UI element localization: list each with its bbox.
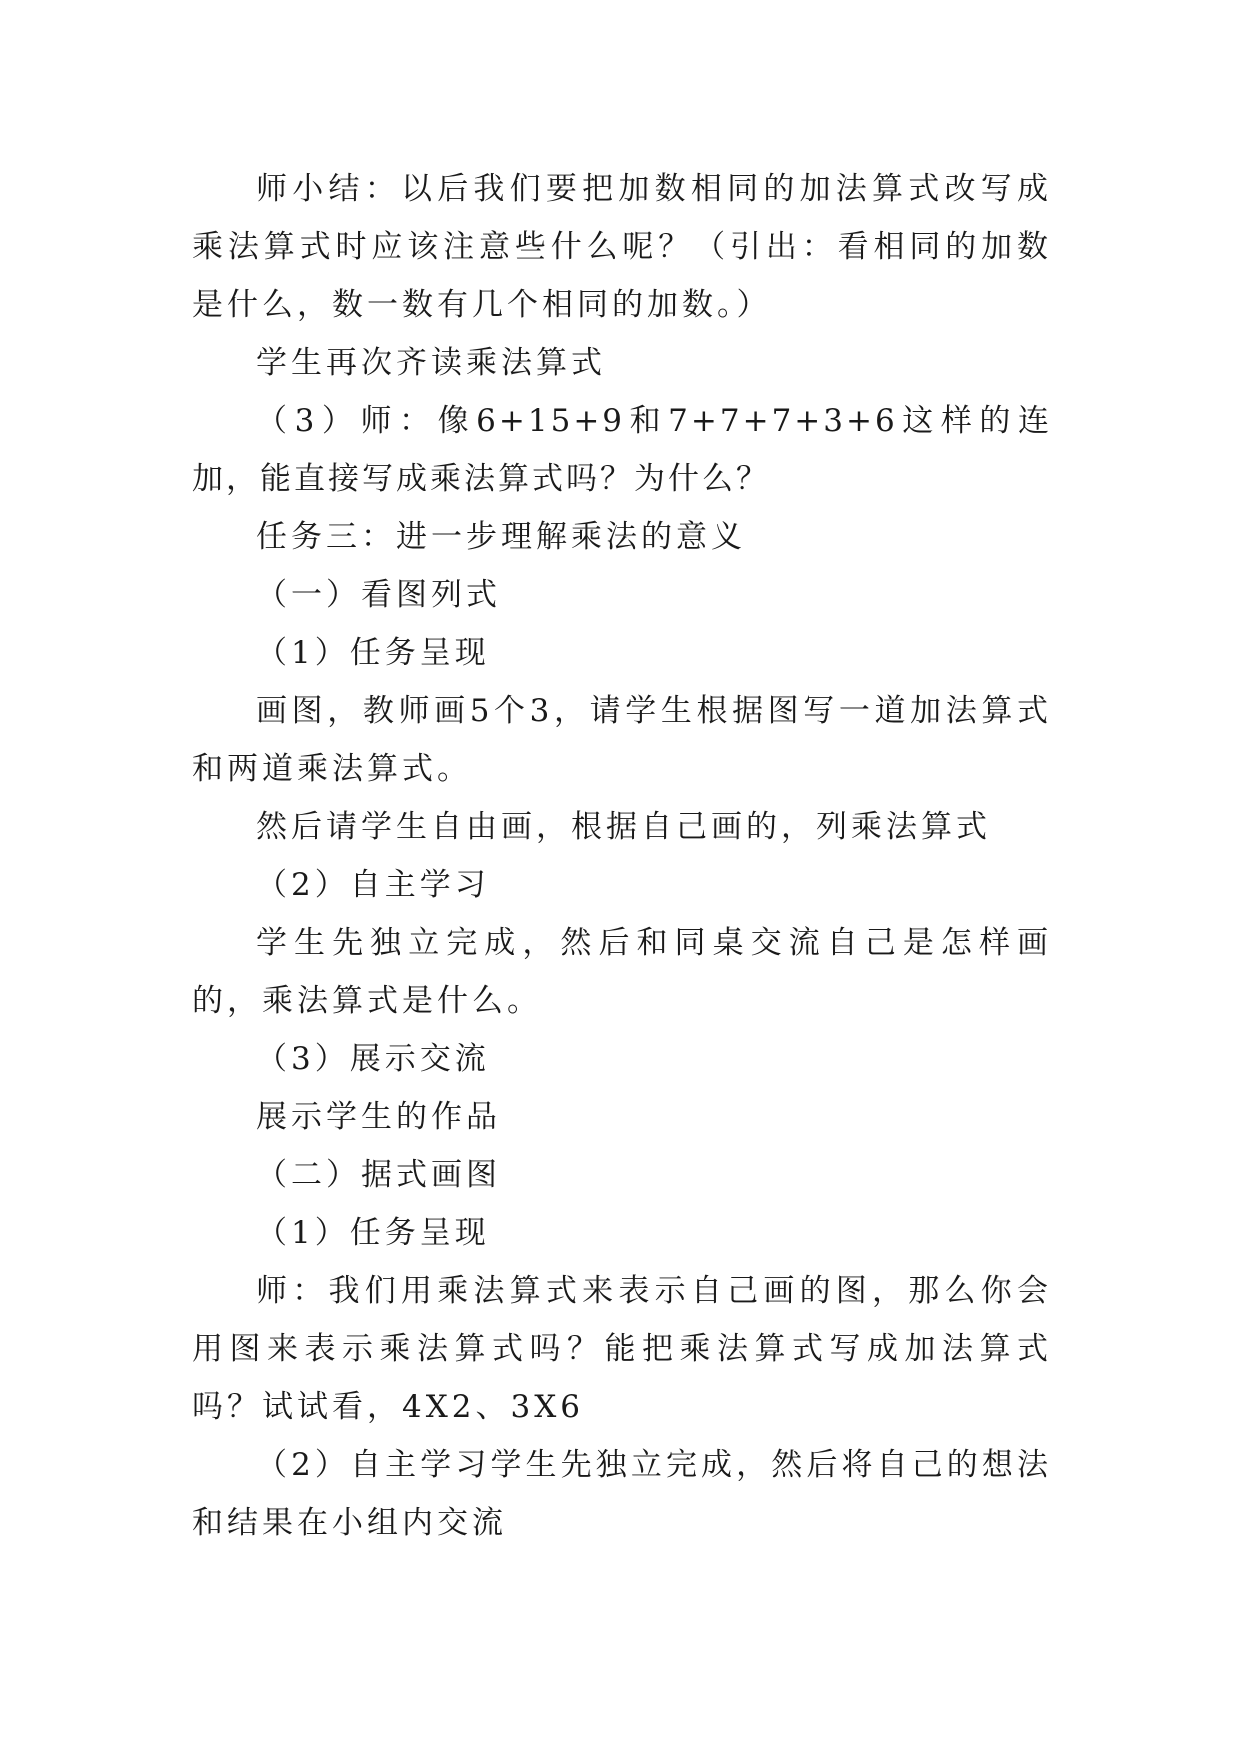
paragraph-section-two-heading: （二）据式画图 xyxy=(256,1157,501,1193)
paragraph-free-drawing: 然后请学生自由画，根据自己画的，列乘法算式 xyxy=(256,809,991,845)
paragraph-continuous-addition: （3）师：像6+15+9和7+7+7+3+6这样的连加，能直接写成乘法算式吗？为什么？ xyxy=(192,403,1052,497)
paragraph-show-works: 展示学生的作品 xyxy=(256,1099,501,1135)
paragraph-task-presentation-two: （1）任务呈现 xyxy=(256,1215,490,1251)
paragraph-teacher-summary: 师小结：以后我们要把加数相同的加法算式改写成乘法算式时应该注意些什么呢？（引出：看相同的加数是什么，数一数有几个相同的加数。） xyxy=(192,171,1052,323)
paragraph-group-exchange: （2）自主学习学生先独立完成，然后将自己的想法和结果在小组内交流 xyxy=(192,1447,1052,1541)
paragraph-show-and-share: （3）展示交流 xyxy=(256,1041,490,1077)
document-body xyxy=(192,160,1052,1552)
paragraph-section-one-heading: （一）看图列式 xyxy=(256,577,501,613)
paragraph-independent-work: 学生先独立完成，然后和同桌交流自己是怎样画的，乘法算式是什么。 xyxy=(192,925,1052,1019)
paragraph-read-aloud: 学生再次齐读乘法算式 xyxy=(256,345,606,381)
paragraph-drawing-instructions: 画图，教师画5个3，请学生根据图写一道加法算式和两道乘法算式。 xyxy=(192,693,1052,787)
paragraph-task-presentation: （1）任务呈现 xyxy=(256,635,490,671)
paragraph-task-three-heading: 任务三：进一步理解乘法的意义 xyxy=(256,519,746,555)
paragraph-self-study: （2）自主学习 xyxy=(256,867,490,903)
paragraph-teacher-question: 师：我们用乘法算式来表示自己画的图，那么你会用图来表示乘法算式吗？能把乘法算式写成加法算式吗？试试看，4X2、3X6 xyxy=(192,1273,1052,1425)
